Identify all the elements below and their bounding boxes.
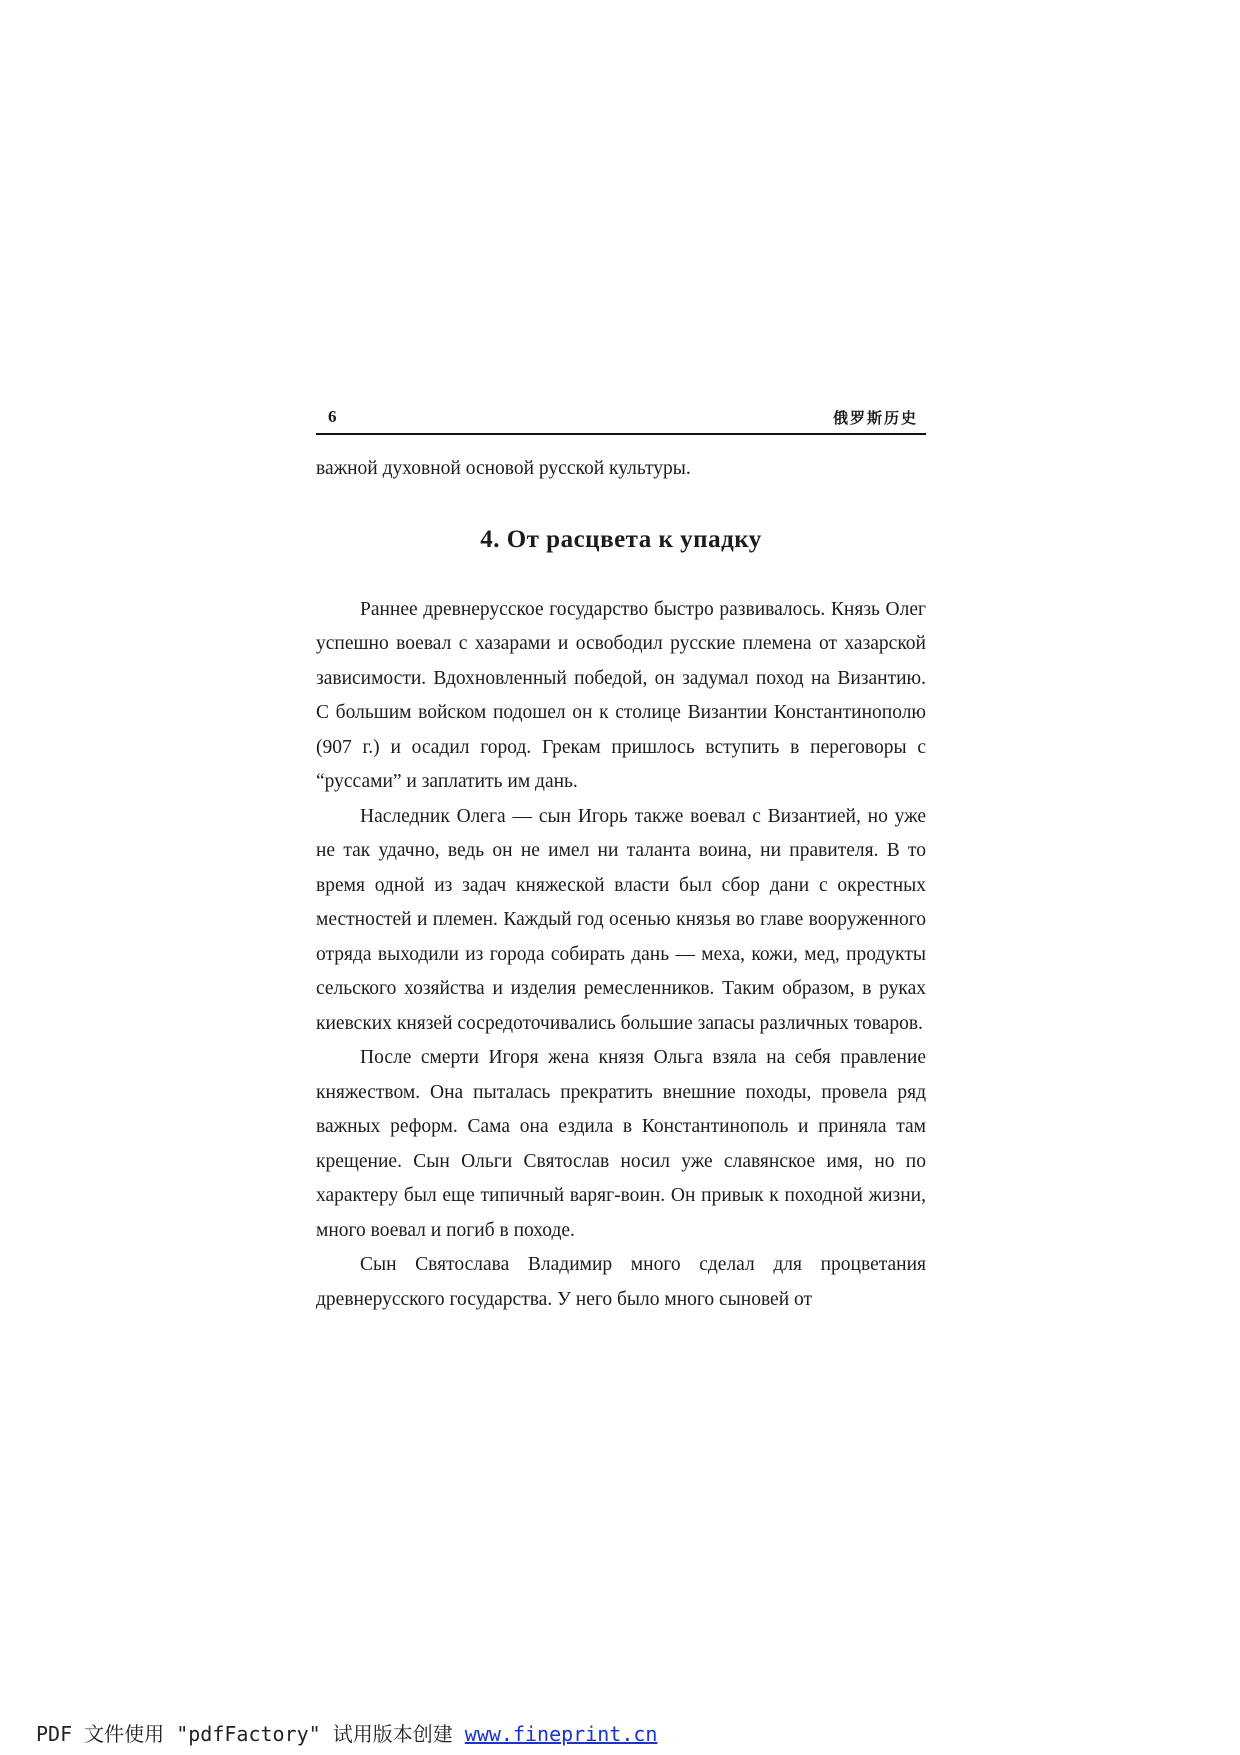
paragraph-4: Сын Святослава Владимир много сделал для процветания древнерусского государства. У него было много сыновей от xyxy=(316,1254,926,1310)
section-heading: 4. От расцвета к упадку xyxy=(480,525,762,553)
paragraph-1: Раннее древнерусское государство быстро развивалось. Князь Олег успешно воевал с хазарами и освободил русские племена от хазарской зависимости. Вдохновленный победой, он задумал поход на Византию. С большим войском подошел он к столице Византии Константинополю (907 г.) и осадил город. Грекам пришлось вступить в переговоры с “руссами” и заплатить им дань. xyxy=(316,598,926,792)
footer-text: PDF 文件使用 "pdfFactory" 试用版本创建 xyxy=(36,1722,465,1746)
header-rule xyxy=(316,433,926,435)
paragraph-2: Наследник Олега — сын Игорь также воевал с Византией, но уже не так удачно, ведь он не имел ни таланта воина, ни правителя. В то время одной из задач княжеской власти был сбор дани с окрестных местностей и племен. Каждый год осенью князья во главе вооруженного отряда выходили из города собирать дань — меха, кожи, мед, продукты сельского хозяйства и изделия ремесленников. Таким образом, в руках киевских князей сосредоточивались большие запасы различных товаров. xyxy=(316,805,926,1034)
body-text xyxy=(316,452,926,1317)
paragraph-3: После смерти Игоря жена князя Ольга взяла на себя правление княжеством. Она пыталась прекратить внешние походы, провела ряд важных реформ. Сама она ездила в Константинополь и приняла там крещение. Сын Ольги Святослав носил уже славянское имя, но по характеру был еще типичный варяг-воин. Он привык к походной жизни, много воевал и погиб в походе. xyxy=(316,1047,926,1241)
book-title: 俄罗斯历史 xyxy=(832,409,918,427)
pdf-footer xyxy=(36,1718,657,1747)
running-head xyxy=(316,405,926,435)
footer-link[interactable]: www.fineprint.cn xyxy=(464,1722,658,1746)
continued-paragraph: важной духовной основой русской культуры. xyxy=(316,458,691,479)
page-number: 6 xyxy=(328,407,337,426)
